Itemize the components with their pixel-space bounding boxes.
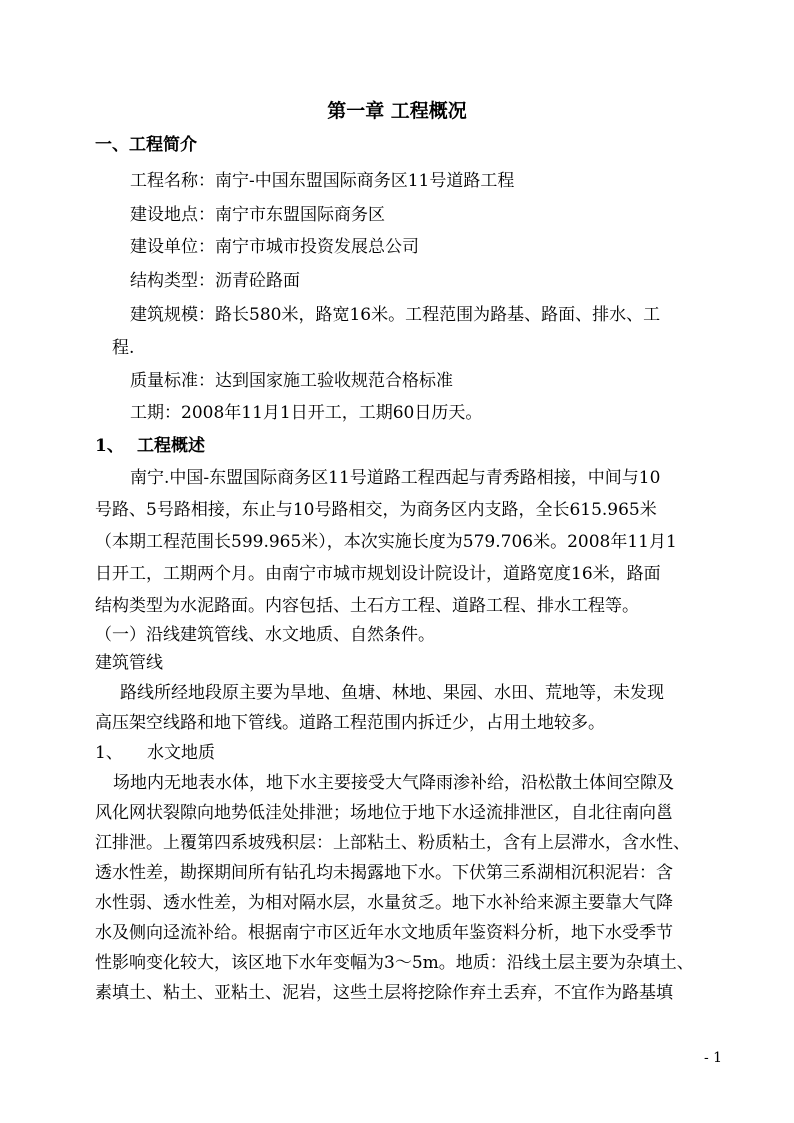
hydro-line: 性影响变化较大，该区地下水年变幅为3～5m。地质：沿线土层主要为杂填土、 [95, 953, 694, 973]
hydro-line: 水及侧向迳流补给。根据南宁市区近年水文地质年鉴资料分析，地下水受季节 [95, 923, 673, 943]
section-title: 工程概述 [137, 436, 205, 456]
pipelines-line: 高压架空线路和地下管线。道路工程范围内拆迁少，占用土地较多。 [95, 713, 605, 733]
quality-standard: 质量标准：达到国家施工验收规范合格标准 [130, 371, 453, 391]
section-heading-project-intro: 一、工程简介 [95, 135, 197, 155]
construction-scale: 建筑规模：路长580米，路宽16米。工程范围为路基、路面、排水、工 [130, 305, 661, 325]
pipelines-line: 路线所经地段原主要为旱地、鱼塘、林地、果园、水田、荒地等，未发现 [120, 683, 664, 703]
chapter-title: 第一章 工程概况 [327, 100, 467, 122]
hydro-line: 场地内无地表水体，地下水主要接受大气降雨渗补给，沿松散土体间空隙及 [113, 773, 674, 793]
page-number: - 1 [704, 1050, 723, 1066]
overview-line: 日开工，工期两个月。由南宁市城市规划设计院设计，道路宽度16米，路面 [95, 564, 661, 584]
hydro-heading [95, 743, 215, 763]
section-heading-overview [95, 436, 205, 456]
overview-line: 南宁.中国-东盟国际商务区11号道路工程西起与青秀路相接，中间与10 [130, 468, 661, 488]
pipelines-heading: 建筑管线 [95, 653, 163, 673]
construction-scale-cont: 程. [112, 338, 135, 358]
hydro-line: 江排泄。上覆第四系坡残积层：上部粘土、粉质粘土，含有上层滞水，含水性、 [95, 833, 690, 853]
hydro-line: 透水性差，勘探期间所有钻孔均未揭露地下水。下伏第三系湖相沉积泥岩：含 [95, 863, 673, 883]
section-number: 1、 [95, 436, 124, 456]
construction-unit: 建设单位：南宁市城市投资发展总公司 [130, 237, 419, 257]
overview-line: （本期工程范围长599.965米），本次实施长度为579.706米。2008年11月1 [95, 532, 677, 552]
hydro-line: 水性弱、透水性差，为相对隔水层，水量贫乏。地下水补给来源主要靠大气降 [95, 893, 673, 913]
overview-line: 结构类型为水泥路面。内容包括、土石方工程、道路工程、排水工程等。 [95, 596, 639, 616]
hydro-number: 1、 [95, 743, 123, 763]
hydro-title: 水文地质 [147, 743, 215, 763]
construction-period: 工期：2008年11月1日开工，工期60日历天。 [130, 403, 483, 423]
structure-type: 结构类型：沥青砼路面 [130, 271, 300, 291]
subsection-heading: （一）沿线建筑管线、水文地质、自然条件。 [95, 625, 435, 645]
project-name: 工程名称：南宁-中国东盟国际商务区11号道路工程 [130, 171, 515, 191]
hydro-line: 素填土、粘土、亚粘土、泥岩，这些土层将挖除作弃土丢弃，不宜作为路基填 [95, 983, 673, 1003]
construction-location: 建设地点：南宁市东盟国际商务区 [130, 205, 385, 225]
overview-line: 号路、5号路相接，东止与10号路相交，为商务区内支路，全长615.965米 [95, 500, 657, 520]
hydro-line: 风化网状裂隙向地势低洼处排泄；场地位于地下水迳流排泄区，自北往南向邕 [95, 803, 673, 823]
